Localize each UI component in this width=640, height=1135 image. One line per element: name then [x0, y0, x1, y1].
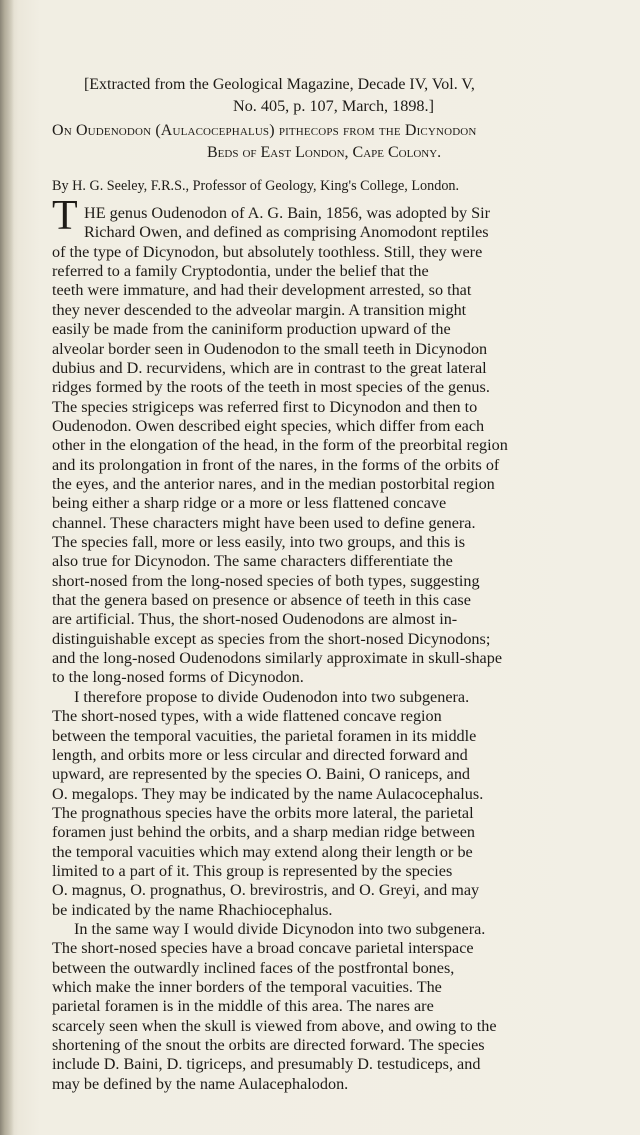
- body-line: also true for Dicynodon. The same characters differentiate the: [52, 552, 453, 571]
- body-line: easily be made from the caniniform production upward of the: [52, 320, 451, 339]
- body-line: I therefore propose to divide Oudenodon into two subgenera.: [74, 687, 470, 706]
- body-line: include D. Baini, D. tigriceps, and presumably D. testudiceps, and: [52, 1055, 481, 1074]
- title-line-2: Beds of East London, Cape Colony.: [207, 144, 442, 161]
- body-line: the temporal vacuities which may extend along their length or be: [52, 842, 473, 861]
- body-line: shortening of the snout the orbits are directed forward. The species: [52, 1036, 485, 1055]
- body-line: be indicated by the name Rhachiocephalus.: [52, 900, 333, 919]
- body-line: dubius and D. recurvidens, which are in contrast to the great lateral: [52, 358, 487, 377]
- body-line: parietal foramen is in the middle of this area. The nares are: [52, 997, 434, 1016]
- body-line: ridges formed by the roots of the teeth in most species of the genus.: [52, 378, 490, 397]
- body-line: the eyes, and the anterior nares, and in the median postorbital region: [52, 474, 495, 493]
- body-line: alveolar border seen in Oudenodon to the small teeth in Dicynodon: [52, 339, 488, 358]
- binding-shadow: [0, 0, 14, 1135]
- body-line: Richard Owen, and defined as comprising Anomodont reptiles: [84, 223, 489, 242]
- body-line: which make the inner borders of the temporal vacuities. The: [52, 978, 442, 996]
- body-line: length, and orbits more or less circular and directed forward and: [52, 745, 468, 764]
- body-line: of the type of Dicynodon, but absolutely toothless. Still, they were: [52, 242, 483, 261]
- body-line: In the same way I would divide Dicynodon into two subgenera.: [74, 920, 486, 938]
- body-line: between the outwardly inclined faces of the postfrontal bones,: [52, 958, 455, 977]
- extracted-from-line: [Extracted from the Geological Magazine, Decade IV, Vol. V,: [84, 75, 475, 93]
- body-line: The short-nosed species have a broad concave parietal interspace: [52, 939, 474, 958]
- body-line: The short-nosed types, with a wide flattened concave region: [52, 707, 442, 726]
- body-line: between the temporal vacuities, the parietal foramen in its middle: [52, 726, 477, 745]
- body-line: The species fall, more or less easily, into two groups, and this is: [52, 533, 466, 551]
- body-line: and its prolongation in front of the nares, in the forms of the orbits of: [52, 455, 500, 474]
- body-line: are artificial. Thus, the short-nosed Oudenodons are almost in-: [52, 610, 458, 629]
- body-line: teeth were immature, and had their development arrested, so that: [52, 281, 472, 300]
- body-line: O. megalops. They may be indicated by the name Aulacocephalus.: [52, 784, 484, 803]
- body-line: channel. These characters might have been used to define genera.: [52, 513, 476, 532]
- body-line: to the long-nosed forms of Dicynodon.: [52, 668, 304, 687]
- body-line: The species strigiceps was referred first to Dicynodon and then to: [52, 397, 478, 416]
- body-line: foramen just behind the orbits, and a sharp median ridge between: [52, 823, 475, 842]
- body-line: Oudenodon. Owen described eight species, which differ from each: [52, 416, 485, 435]
- body-line: referred to a family Cryptodontia, under the belief that the: [52, 262, 429, 281]
- body-line: HE genus Oudenodon of A. G. Bain, 1856, was adopted by Sir: [84, 204, 490, 222]
- body-line: distinguishable except as species from the short-nosed Dicynodons;: [52, 629, 491, 648]
- body-line: scarcely seen when the skull is viewed from above, and owing to the: [52, 1016, 497, 1035]
- byline: By H. G. Seeley, F.R.S., Professor of Geology, King's College, London.: [52, 178, 460, 194]
- body-line: other in the elongation of the head, in the form of the preorbital region: [52, 436, 508, 455]
- body-line: being either a sharp ridge or a more or less flattened concave: [52, 494, 447, 513]
- body-line: O. magnus, O. prognathus, O. brevirostris, and O. Greyi, and may: [52, 881, 480, 900]
- body-line: short-nosed from the long-nosed species of both types, suggesting: [52, 571, 480, 590]
- body-line: The prognathous species have the orbits more lateral, the parietal: [52, 803, 474, 822]
- citation-line: No. 405, p. 107, March, 1898.]: [233, 97, 434, 115]
- drop-cap-t: T: [52, 193, 78, 239]
- body-line: upward, are represented by the species O. Baini, O raniceps, and: [52, 765, 471, 784]
- body-line: may be defined by the name Aulacephalodon.: [52, 1074, 349, 1093]
- body-line: that the genera based on presence or absence of teeth in this case: [52, 591, 471, 609]
- body-line: limited to a part of it. This group is represented by the species: [52, 861, 453, 880]
- body-line: they never descended to the adveolar margin. A transition might: [52, 300, 467, 319]
- title-line-1: On Oudenodon (Aulacocephalus) pithecops from the Dicynodon: [52, 122, 477, 139]
- body-line: and the long-nosed Oudenodons similarly approximate in skull-shape: [52, 649, 503, 667]
